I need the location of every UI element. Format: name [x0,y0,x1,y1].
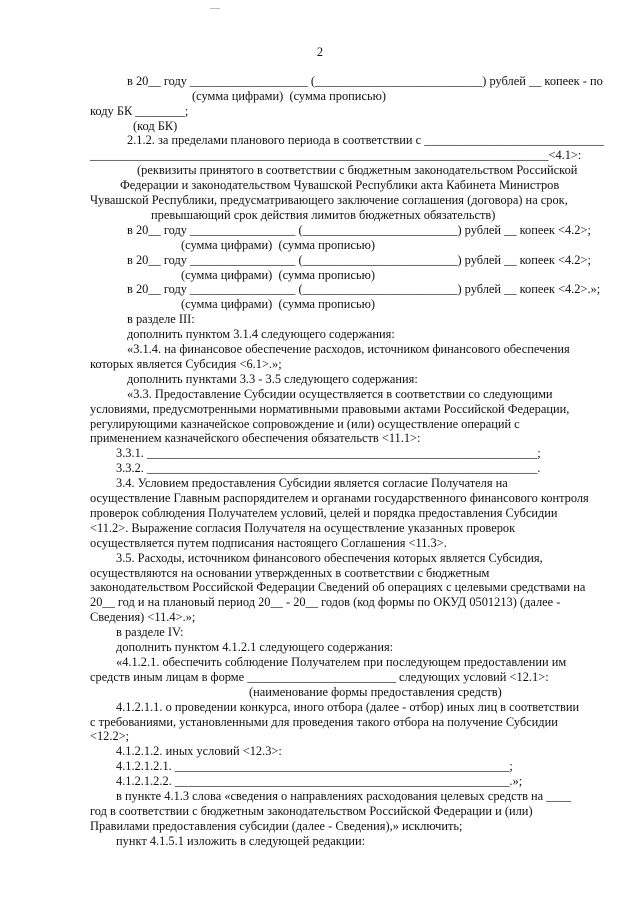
text-line: условиями, предусмотренными нормативными правовыми актами Российской Федерации, [90,402,570,416]
text-line: средств иным лицам в форме ________________________ следующих условий <12.1>: [90,670,549,684]
text-line: в пункте 4.1.3 слова «сведения о направлениях расходования целевых средств на ____ [116,789,572,803]
text-line: (сумма цифрами) (сумма прописью) [181,297,375,311]
text-line: <11.2>. Выражение согласия Получателя на осуществление указанных проверок [90,521,516,535]
text-line: с требованиями, установленными для проведения такого отбора на получение Субсидии [90,715,558,729]
text-line: Чувашской Республики, предусматривающего заключение соглашения (договора) на срок, [90,193,568,207]
text-line: в 20__ году _________________ (_________________________) рублей __ копеек <4.2>; [127,223,591,237]
text-line: 4.1.2.1.2. иных условий <12.3>: [116,744,282,758]
text-line: в 20__ году ___________________ (___________________________) рублей __ копеек - по [127,74,603,88]
text-line: которых является Субсидия <6.1>.»; [90,357,282,371]
text-line: осуществляется путем подписания настоящего Соглашения <11.3>. [90,536,447,550]
text-line: (реквизиты принятого в соответствии с бюджетным законодательством Российской [137,163,578,177]
text-line: законодательством Российской Федерации Сведений об операциях с целевыми средствами на [90,580,586,594]
text-line: дополнить пунктом 3.1.4 следующего содержания: [127,327,395,341]
text-line: регулирующими казначейское сопровождение и (или) осуществление операций с [90,417,520,431]
text-line: (сумма цифрами) (сумма прописью) [181,268,375,282]
text-line: год в соответствии с бюджетным законодательством Российской Федерации и (или) [90,804,533,818]
text-line: (сумма цифрами) (сумма прописью) [192,89,386,103]
text-line: «3.3. Предоставление Субсидии осуществляется в соответствии со следующими [127,387,553,401]
text-line: 3.4. Условием предоставления Субсидии является согласие Получателя на [116,476,508,490]
text-line: проверок соблюдения Получателем условий, целей и порядка предоставления Субсидии [90,506,558,520]
scan-mark [210,8,220,9]
text-line: дополнить пунктом 4.1.2.1 следующего содержания: [116,640,394,654]
text-line: дополнить пунктами 3.3 - 3.5 следующего содержания: [127,372,418,386]
text-line: пункт 4.1.5.1 изложить в следующей редакции: [116,834,366,848]
text-line: 4.1.2.1.1. о проведении конкурса, иного отбора (далее - отбор) иных лиц в соответствии [116,700,580,714]
text-line: 20__ год и на плановый период 20__ - 20__ годов (код формы по ОКУД 0501213) (далее - [90,595,561,609]
text-line: «4.1.2.1. обеспечить соблюдение Получателем при последующем предоставлении им [116,655,567,669]
text-line: 4.1.2.1.2.2. ______________________________________________________.»; [116,774,523,788]
text-line: в 20__ году _________________ (_________________________) рублей __ копеек <4.2>; [127,253,591,267]
text-line: <12.2>; [90,729,130,743]
text-line: 3.3.2. _______________________________________________________________. [116,461,541,475]
text-line: применением казначейского обеспечения обязательств <11.1>: [90,431,421,445]
text-line: 3.5. Расходы, источником финансового обеспечения которых является Субсидия, [116,551,543,565]
text-line: 2.1.2. за пределами планового периода в соответствии с _____________________________ [127,133,604,147]
page-number: 2 [316,45,324,59]
text-line: «3.1.4. на финансовое обеспечение расходов, источником финансового обеспечения [127,342,570,356]
text-line: коду БК ________; [90,104,189,118]
text-line: (наименование формы предоставления средств) [249,685,502,699]
text-line: в разделе IV: [116,625,184,639]
text-line: (сумма цифрами) (сумма прописью) [181,238,375,252]
text-line: __________________________________________________________________________<4.1>: [90,148,582,162]
text-line: в 20__ году _________________ (_________________________) рублей __ копеек <4.2>.»; [127,282,601,296]
text-line: 3.3.1. _______________________________________________________________; [116,446,541,460]
text-line: 4.1.2.1.2.1. ______________________________________________________; [116,759,513,773]
text-line: осуществление Главным распорядителем и органами государственного финансового контроля [90,491,589,505]
text-line: Правилами предоставления субсидии (далее - Сведения),» исключить; [90,819,463,833]
text-line: Сведения) <11.4>.»; [90,610,196,624]
text-line: Федерации и законодательством Чувашской Республики акта Кабинета Министров [120,178,560,192]
text-line: в разделе III: [127,312,195,326]
text-line: превышающий срок действия лимитов бюджетных обязательств) [151,208,496,222]
text-line: (код БК) [133,119,178,133]
text-line: осуществляются на основании утвержденных в соответствии с бюджетным [90,566,490,580]
